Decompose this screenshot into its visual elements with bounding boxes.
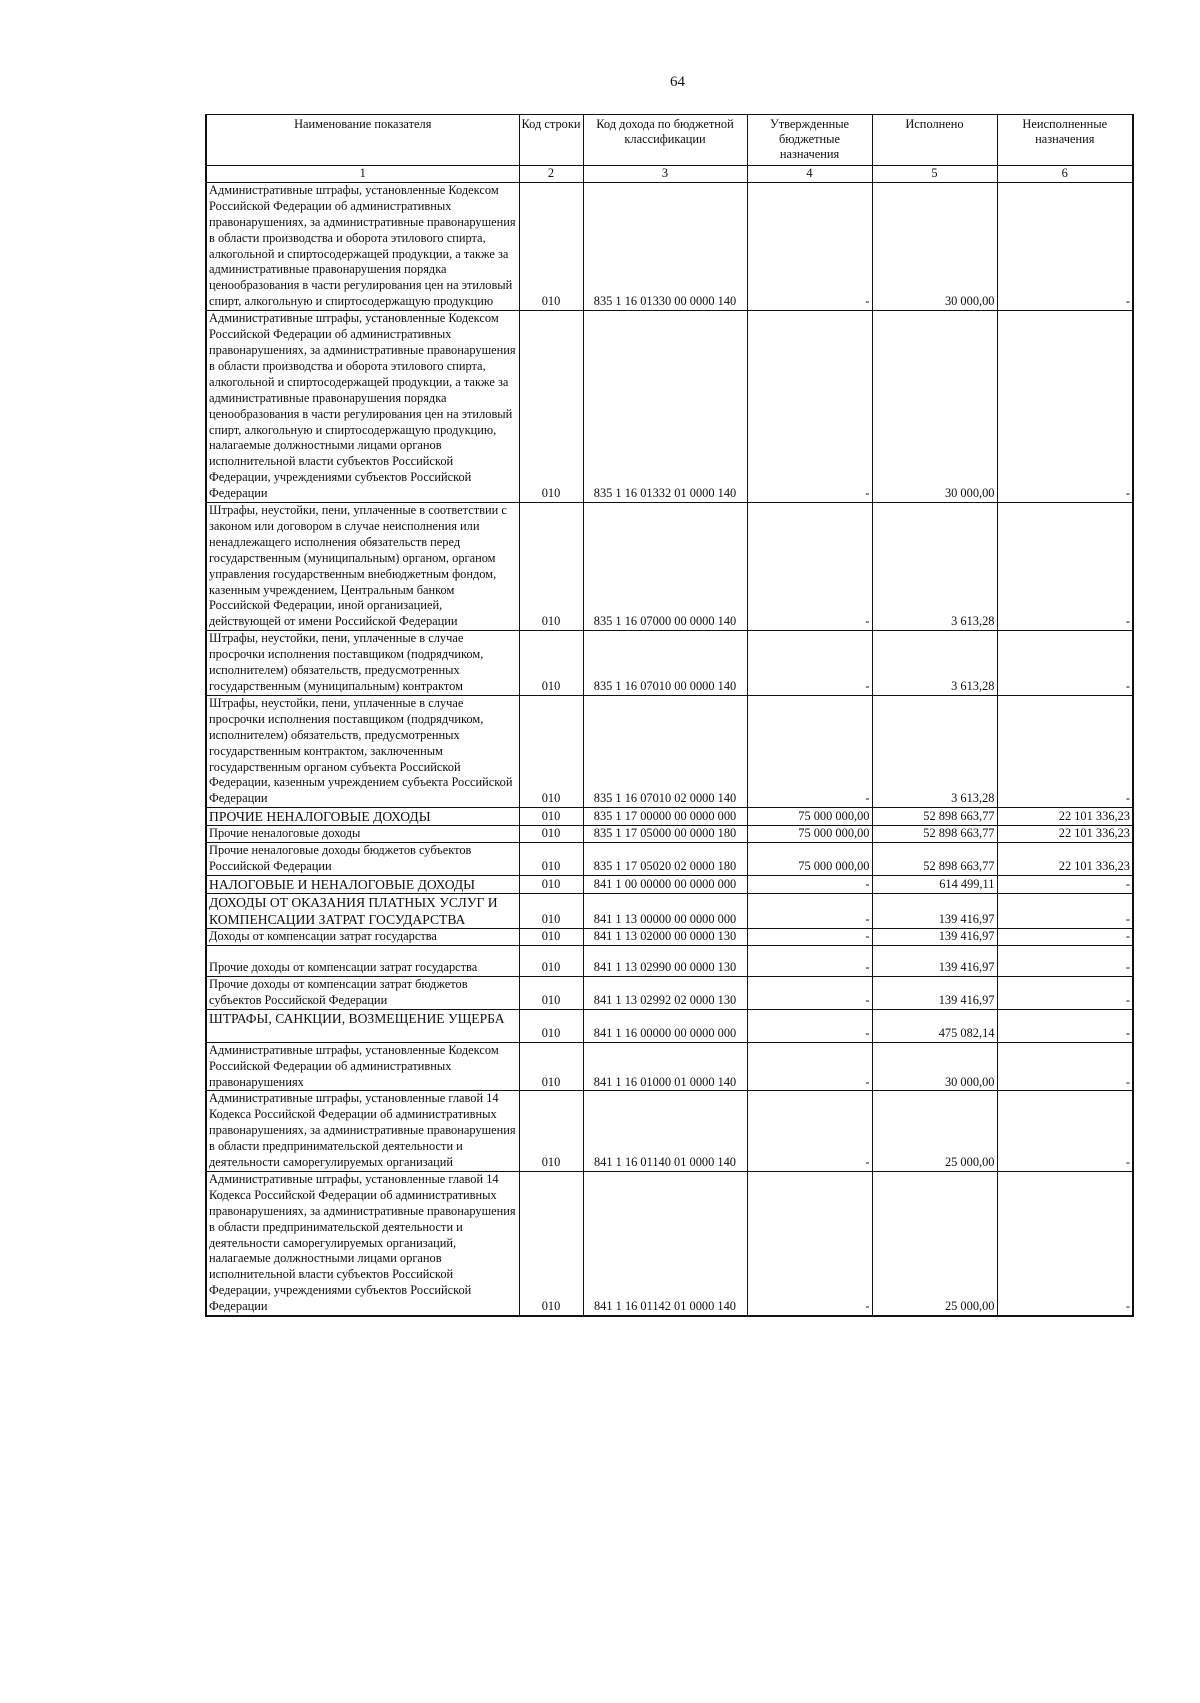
table-row	[206, 808, 1133, 826]
budget-classification-code: 835 1 17 00000 00 0000 000	[583, 808, 747, 826]
approved-amount: 75 000 000,00	[747, 843, 872, 876]
approved-amount: -	[747, 1171, 872, 1316]
table-row	[206, 893, 1133, 928]
budget-classification-code: 841 1 16 01140 01 0000 140	[583, 1091, 747, 1172]
executed-amount: 30 000,00	[872, 1042, 997, 1091]
indicator-name: ДОХОДЫ ОТ ОКАЗАНИЯ ПЛАТНЫХ УСЛУГ И КОМПЕНСАЦИИ ЗАТРАТ ГОСУДАРСТВА	[206, 893, 519, 928]
approved-amount: -	[747, 695, 872, 807]
header-row	[206, 115, 1133, 166]
executed-amount: 614 499,11	[872, 875, 997, 893]
unexecuted-amount: -	[997, 893, 1133, 928]
table-row	[206, 1171, 1133, 1316]
header-budget-classification-code: Код дохода по бюджетной классификации	[583, 115, 747, 166]
column-number: 5	[872, 166, 997, 183]
line-code: 010	[519, 182, 583, 310]
indicator-name: Административные штрафы, установленные Кодексом Российской Федерации об административных правонарушениях	[206, 1042, 519, 1091]
executed-amount: 475 082,14	[872, 1009, 997, 1042]
approved-amount: -	[747, 182, 872, 310]
executed-amount: 30 000,00	[872, 311, 997, 503]
unexecuted-amount: -	[997, 503, 1133, 631]
line-code: 010	[519, 945, 583, 976]
budget-classification-code: 841 1 00 00000 00 0000 000	[583, 875, 747, 893]
approved-amount: -	[747, 928, 872, 945]
unexecuted-amount: -	[997, 928, 1133, 945]
approved-amount: -	[747, 631, 872, 696]
executed-amount: 139 416,97	[872, 976, 997, 1009]
unexecuted-amount: -	[997, 945, 1133, 976]
table-row	[206, 503, 1133, 631]
indicator-name: НАЛОГОВЫЕ И НЕНАЛОГОВЫЕ ДОХОДЫ	[206, 875, 519, 893]
table-row	[206, 1042, 1133, 1091]
line-code: 010	[519, 1091, 583, 1172]
executed-amount: 30 000,00	[872, 182, 997, 310]
line-code: 010	[519, 1171, 583, 1316]
executed-amount: 25 000,00	[872, 1091, 997, 1172]
unexecuted-amount: -	[997, 1009, 1133, 1042]
indicator-name: Штрафы, неустойки, пени, уплаченные в случае просрочки исполнения поставщиком (подрядчиком, исполнителем) обязательств, предусмотренных государственным (муниципальным) контрактом	[206, 631, 519, 696]
line-code: 010	[519, 843, 583, 876]
budget-classification-code: 841 1 16 01142 01 0000 140	[583, 1171, 747, 1316]
budget-classification-code: 841 1 16 01000 01 0000 140	[583, 1042, 747, 1091]
table-row	[206, 631, 1133, 696]
indicator-name: Административные штрафы, установленные Кодексом Российской Федерации об административных правонарушениях, за административные правонарушения в области производства и оборота этилового спирта, алкогольной и спиртосодержащей продукции, а также за административные правонарушения порядка ценообразования в части регулирования цен на этиловый спирт, алкогольную и спиртосодержащую продукцию, налагаемые должностными лицами органов исполнительной власти субъектов Российской Федерации, учреждениями субъектов Российской Федерации	[206, 311, 519, 503]
budget-classification-code: 835 1 16 07010 02 0000 140	[583, 695, 747, 807]
line-code: 010	[519, 631, 583, 696]
line-code: 010	[519, 311, 583, 503]
budget-classification-code: 835 1 17 05000 00 0000 180	[583, 826, 747, 843]
executed-amount: 139 416,97	[872, 928, 997, 945]
table-row	[206, 1009, 1133, 1042]
table-row	[206, 875, 1133, 893]
approved-amount: -	[747, 893, 872, 928]
column-number: 4	[747, 166, 872, 183]
table-row	[206, 976, 1133, 1009]
table-row	[206, 843, 1133, 876]
header-unexecuted-appropriations: Неисполненные назначения	[997, 115, 1133, 166]
line-code: 010	[519, 695, 583, 807]
budget-classification-code: 841 1 13 02000 00 0000 130	[583, 928, 747, 945]
executed-amount: 3 613,28	[872, 695, 997, 807]
unexecuted-amount: 22 101 336,23	[997, 843, 1133, 876]
column-number: 6	[997, 166, 1133, 183]
table-row	[206, 182, 1133, 310]
executed-amount: 3 613,28	[872, 631, 997, 696]
indicator-name: Административные штрафы, установленные главой 14 Кодекса Российской Федерации об административных правонарушениях, за административные правонарушения в области предпринимательской деятельности и деятельности саморегулируемых организаций, налагаемые должностными лицами органов исполнительной власти субъектов Российской Федерации, учреждениями субъектов Российской Федерации	[206, 1171, 519, 1316]
budget-classification-code: 835 1 16 01332 01 0000 140	[583, 311, 747, 503]
budget-classification-code: 835 1 17 05020 02 0000 180	[583, 843, 747, 876]
line-code: 010	[519, 928, 583, 945]
table-row	[206, 928, 1133, 945]
approved-amount: -	[747, 945, 872, 976]
unexecuted-amount: -	[997, 182, 1133, 310]
approved-amount: -	[747, 311, 872, 503]
budget-classification-code: 835 1 16 07010 00 0000 140	[583, 631, 747, 696]
unexecuted-amount: -	[997, 1171, 1133, 1316]
approved-amount: -	[747, 976, 872, 1009]
budget-classification-code: 841 1 16 00000 00 0000 000	[583, 1009, 747, 1042]
line-code: 010	[519, 808, 583, 826]
page-number: 64	[670, 74, 685, 90]
unexecuted-amount: -	[997, 1042, 1133, 1091]
indicator-name: ПРОЧИЕ НЕНАЛОГОВЫЕ ДОХОДЫ	[206, 808, 519, 826]
budget-revenue-table	[205, 114, 1134, 1317]
unexecuted-amount: -	[997, 976, 1133, 1009]
approved-amount: -	[747, 1091, 872, 1172]
approved-amount: -	[747, 503, 872, 631]
executed-amount: 52 898 663,77	[872, 826, 997, 843]
indicator-name: Прочие доходы от компенсации затрат бюджетов субъектов Российской Федерации	[206, 976, 519, 1009]
line-code: 010	[519, 1042, 583, 1091]
approved-amount: -	[747, 1042, 872, 1091]
executed-amount: 25 000,00	[872, 1171, 997, 1316]
unexecuted-amount: 22 101 336,23	[997, 826, 1133, 843]
line-code: 010	[519, 976, 583, 1009]
line-code: 010	[519, 893, 583, 928]
table-row	[206, 311, 1133, 503]
column-number: 2	[519, 166, 583, 183]
column-number-row	[206, 166, 1133, 183]
indicator-name: Доходы от компенсации затрат государства	[206, 928, 519, 945]
executed-amount: 52 898 663,77	[872, 843, 997, 876]
header-indicator-name: Наименование показателя	[206, 115, 519, 166]
indicator-name: Прочие неналоговые доходы бюджетов субъектов Российской Федерации	[206, 843, 519, 876]
table-row	[206, 695, 1133, 807]
unexecuted-amount: 22 101 336,23	[997, 808, 1133, 826]
budget-classification-code: 841 1 13 02992 02 0000 130	[583, 976, 747, 1009]
header-approved-appropriations: Утвержденные бюджетные назначения	[747, 115, 872, 166]
indicator-name: Административные штрафы, установленные главой 14 Кодекса Российской Федерации об административных правонарушениях, за административные правонарушения в области предпринимательской деятельности и деятельности саморегулируемых организаций	[206, 1091, 519, 1172]
budget-classification-code: 841 1 13 00000 00 0000 000	[583, 893, 747, 928]
approved-amount: -	[747, 875, 872, 893]
table-row	[206, 945, 1133, 976]
indicator-name: Штрафы, неустойки, пени, уплаченные в случае просрочки исполнения поставщиком (подрядчиком, исполнителем) обязательств, предусмотренных государственным контрактом, заключенным государственным органом субъекта Российской Федерации, казенным учреждением субъекта Российской Федерации	[206, 695, 519, 807]
header-line-code: Код строки	[519, 115, 583, 166]
indicator-name: Штрафы, неустойки, пени, уплаченные в соответствии с законом или договором в случае неисполнения или ненадлежащего исполнения обязательств перед государственным (муниципальным) органом, органом управления государственным внебюджетным фондом, казенным учреждением, Центральным банком Российской Федерации, иной организацией, действующей от имени Российской Федерации	[206, 503, 519, 631]
executed-amount: 3 613,28	[872, 503, 997, 631]
line-code: 010	[519, 875, 583, 893]
budget-classification-code: 835 1 16 01330 00 0000 140	[583, 182, 747, 310]
table-row	[206, 826, 1133, 843]
line-code: 010	[519, 826, 583, 843]
approved-amount: -	[747, 1009, 872, 1042]
table-row	[206, 1091, 1133, 1172]
executed-amount: 139 416,97	[872, 945, 997, 976]
unexecuted-amount: -	[997, 631, 1133, 696]
line-code: 010	[519, 503, 583, 631]
unexecuted-amount: -	[997, 311, 1133, 503]
approved-amount: 75 000 000,00	[747, 808, 872, 826]
column-number: 1	[206, 166, 519, 183]
column-number: 3	[583, 166, 747, 183]
budget-classification-code: 841 1 13 02990 00 0000 130	[583, 945, 747, 976]
indicator-name: Прочие неналоговые доходы	[206, 826, 519, 843]
budget-classification-code: 835 1 16 07000 00 0000 140	[583, 503, 747, 631]
unexecuted-amount: -	[997, 695, 1133, 807]
unexecuted-amount: -	[997, 875, 1133, 893]
executed-amount: 139 416,97	[872, 893, 997, 928]
line-code: 010	[519, 1009, 583, 1042]
approved-amount: 75 000 000,00	[747, 826, 872, 843]
indicator-name: Административные штрафы, установленные Кодексом Российской Федерации об административных правонарушениях, за административные правонарушения в области производства и оборота этилового спирта, алкогольной и спиртосодержащей продукции, а также за административные правонарушения порядка ценообразования в части регулирования цен на этиловый спирт, алкогольную и спиртосодержащую продукцию	[206, 182, 519, 310]
header-executed: Исполнено	[872, 115, 997, 166]
indicator-name: Прочие доходы от компенсации затрат государства	[206, 945, 519, 976]
unexecuted-amount: -	[997, 1091, 1133, 1172]
executed-amount: 52 898 663,77	[872, 808, 997, 826]
indicator-name: ШТРАФЫ, САНКЦИИ, ВОЗМЕЩЕНИЕ УЩЕРБА	[206, 1009, 519, 1042]
